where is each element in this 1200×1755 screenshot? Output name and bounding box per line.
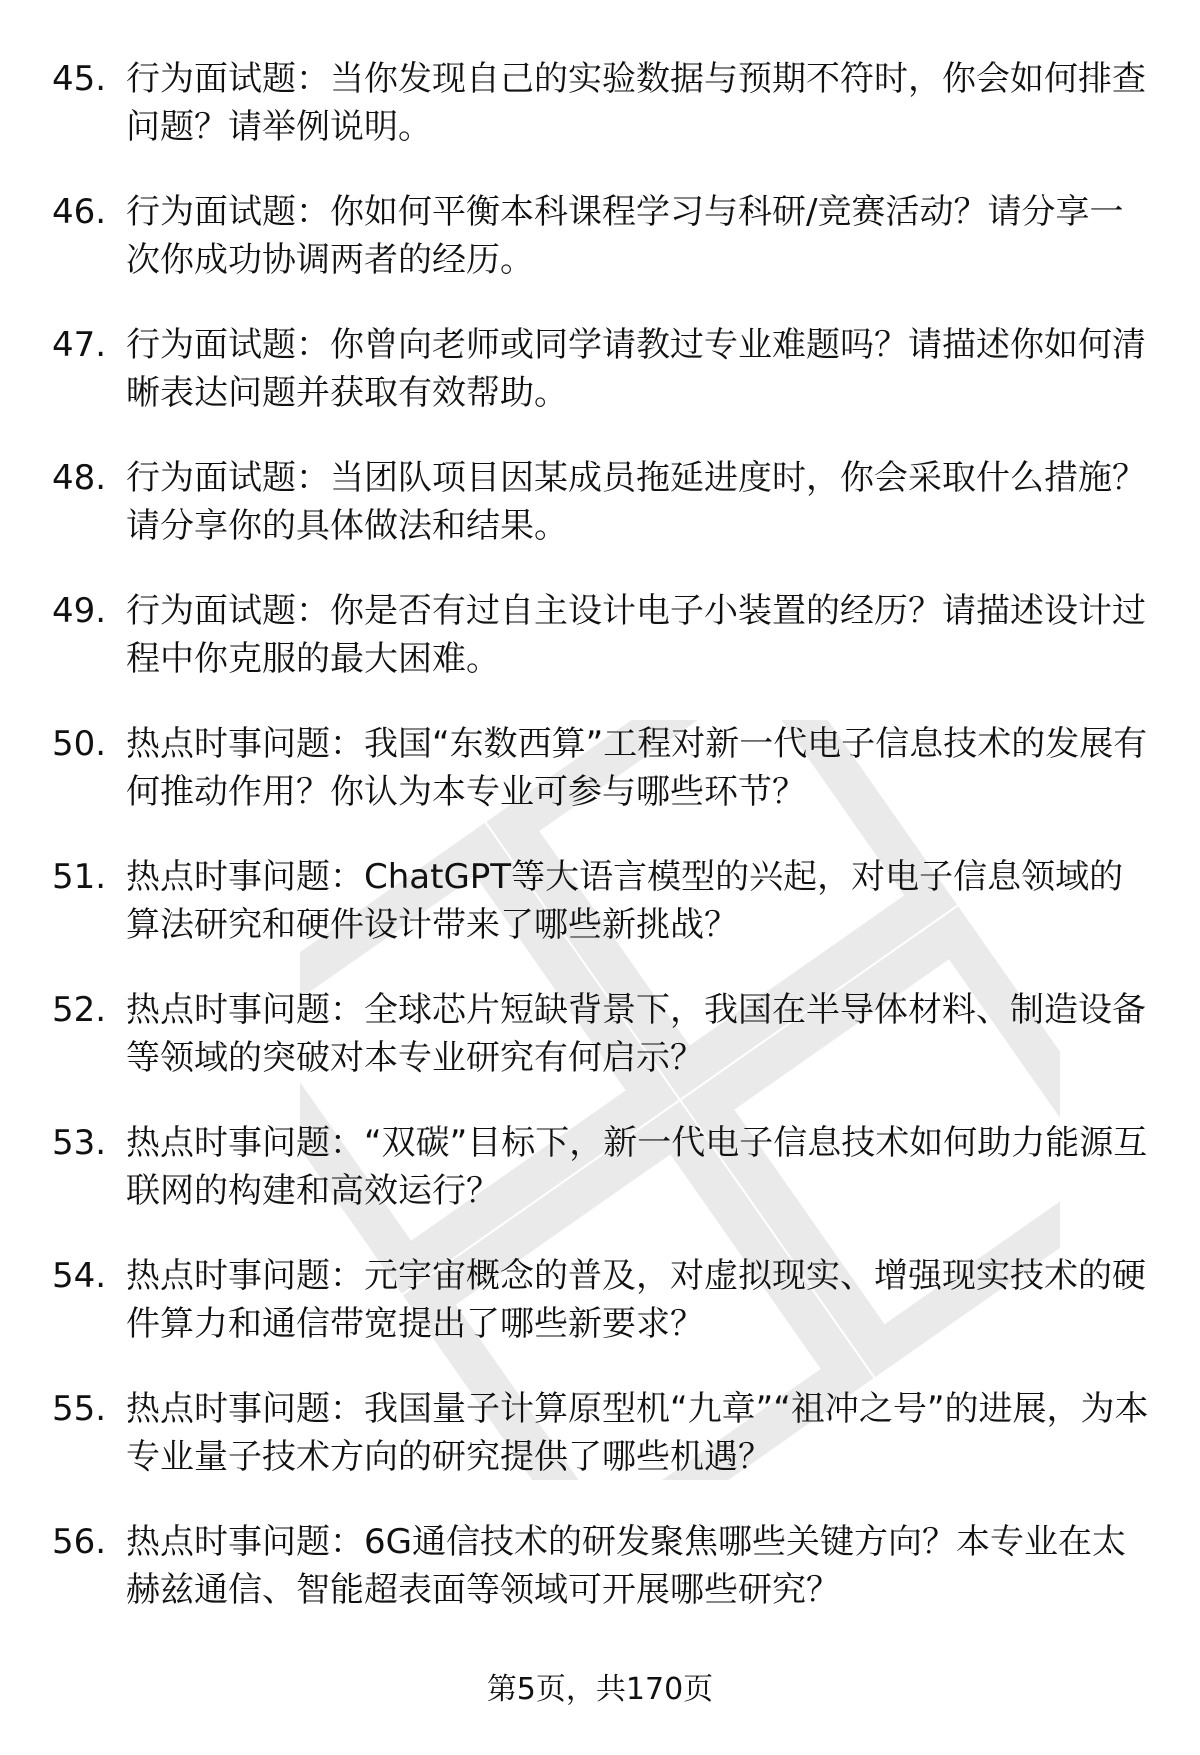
question-item-53 (52, 1119, 1157, 1215)
question-item-48 (52, 454, 1157, 550)
question-number: 50. (52, 724, 107, 764)
question-number: 51. (52, 857, 107, 897)
question-item-49 (52, 587, 1157, 683)
question-number: 46. (52, 192, 107, 232)
question-number: 53. (52, 1123, 107, 1163)
question-item-47 (52, 321, 1157, 417)
question-text: 热点时事问题：ChatGPT等大语言模型的兴起，对电子信息领域的算法研究和硬件设计带来了哪些新挑战？ (126, 857, 1124, 945)
page-footer: 第5页，共170页 (486, 1672, 714, 1707)
question-text: 行为面试题：当你发现自己的实验数据与预期不符时，你会如何排查问题？请举例说明。 (126, 59, 1146, 147)
question-text: 热点时事问题：元宇宙概念的普及，对虚拟现实、增强现实技术的硬件算力和通信带宽提出了哪些新要求？ (126, 1256, 1146, 1344)
question-text: 热点时事问题：全球芯片短缺背景下，我国在半导体材料、制造设备等领域的突破对本专业研究有何启示？ (126, 990, 1146, 1078)
question-item-50 (52, 720, 1157, 816)
question-item-54 (52, 1252, 1157, 1348)
question-number: 47. (52, 325, 107, 365)
question-number: 55. (52, 1389, 107, 1429)
question-list (52, 55, 1157, 1651)
question-number: 54. (52, 1256, 107, 1296)
question-number: 49. (52, 591, 107, 631)
question-text: 行为面试题：当团队项目因某成员拖延进度时，你会采取什么措施？请分享你的具体做法和结果。 (126, 458, 1146, 546)
question-number: 48. (52, 458, 107, 498)
question-item-52 (52, 986, 1157, 1082)
question-number: 52. (52, 990, 107, 1030)
question-number: 56. (52, 1522, 107, 1562)
question-number: 45. (52, 59, 107, 99)
question-text: 行为面试题：你如何平衡本科课程学习与科研/竞赛活动？请分享一次你成功协调两者的经历。 (126, 192, 1124, 280)
question-text: 热点时事问题：我国“东数西算”工程对新一代电子信息技术的发展有何推动作用？你认为本专业可参与哪些环节？ (126, 724, 1148, 812)
question-item-51 (52, 853, 1157, 949)
question-text: 行为面试题：你曾向老师或同学请教过专业难题吗？请描述你如何清晰表达问题并获取有效帮助。 (126, 325, 1146, 413)
question-item-56 (52, 1518, 1157, 1614)
question-item-45 (52, 55, 1157, 151)
question-item-46 (52, 188, 1157, 284)
question-text: 热点时事问题：6G通信技术的研发聚焦哪些关键方向？本专业在太赫兹通信、智能超表面等领域可开展哪些研究？ (126, 1522, 1126, 1610)
question-text: 行为面试题：你是否有过自主设计电子小装置的经历？请描述设计过程中你克服的最大困难。 (126, 591, 1146, 679)
question-text: 热点时事问题：“双碳”目标下，新一代电子信息技术如何助力能源互联网的构建和高效运行？ (126, 1123, 1148, 1211)
question-item-55 (52, 1385, 1157, 1481)
question-text: 热点时事问题：我国量子计算原型机“九章”“祖冲之号”的进展，为本专业量子技术方向的研究提供了哪些机遇？ (126, 1389, 1149, 1477)
